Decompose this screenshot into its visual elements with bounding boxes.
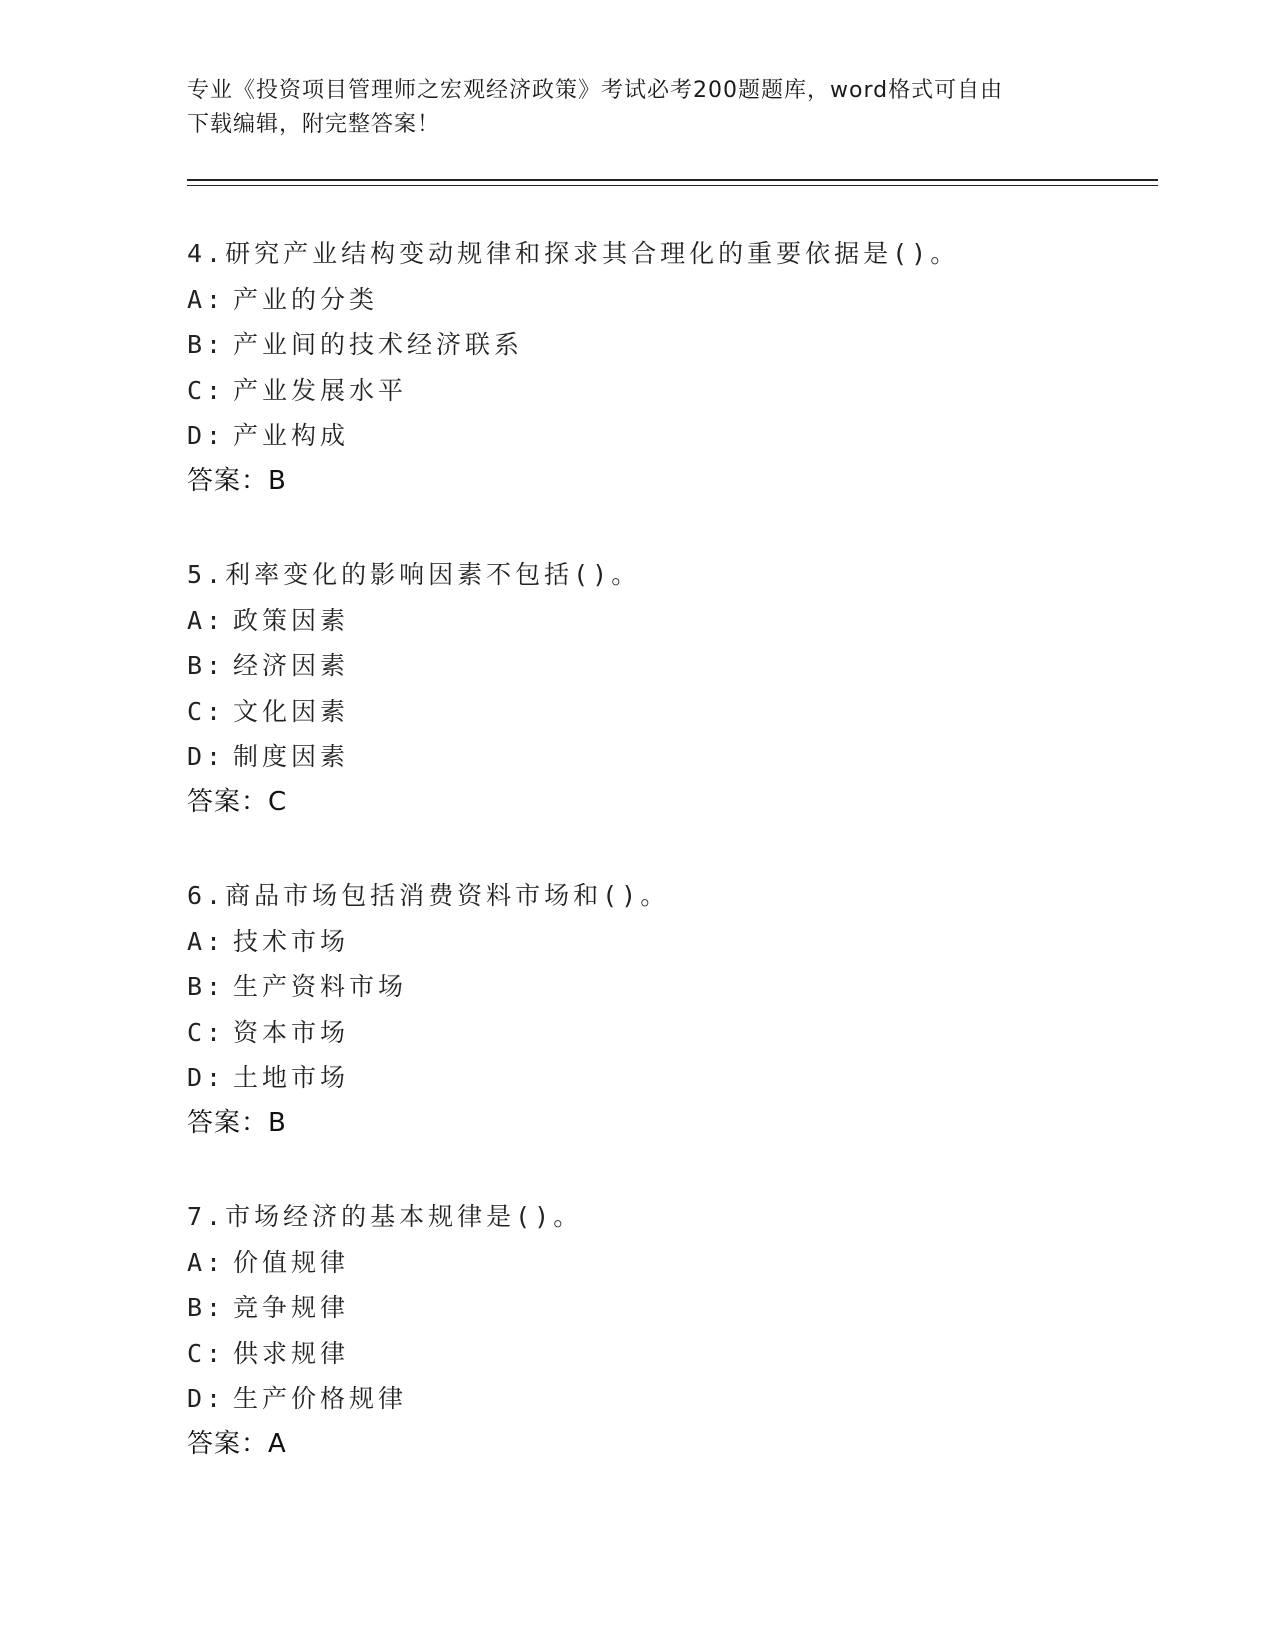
question-stem: 7.市场经济的基本规律是()。 bbox=[187, 1202, 583, 1231]
option-d bbox=[187, 1055, 1158, 1101]
option-text: 制度因素 bbox=[233, 742, 350, 771]
option-letter: A: bbox=[187, 926, 226, 956]
option-c bbox=[187, 368, 1158, 414]
option-text: 产业发展水平 bbox=[233, 375, 408, 405]
option-a bbox=[187, 919, 1158, 965]
question-item bbox=[187, 1194, 1158, 1515]
option-c bbox=[187, 1331, 1158, 1377]
option-a bbox=[187, 277, 1158, 323]
option-text: 生产价格规律 bbox=[233, 1384, 408, 1413]
option-d bbox=[187, 413, 1158, 459]
option-letter: C: bbox=[187, 696, 226, 726]
option-b bbox=[187, 322, 1158, 368]
option-letter: D: bbox=[187, 1384, 226, 1413]
option-b bbox=[187, 964, 1158, 1010]
option-text: 生产资料市场 bbox=[233, 972, 408, 1001]
header-divider-thick bbox=[187, 179, 1158, 181]
document-header bbox=[187, 74, 1087, 142]
question-item bbox=[187, 231, 1158, 552]
option-text: 文化因素 bbox=[233, 696, 350, 726]
option-letter: B: bbox=[187, 972, 226, 1001]
header-divider-thin bbox=[187, 185, 1158, 186]
option-c bbox=[187, 1010, 1158, 1056]
option-a bbox=[187, 1240, 1158, 1286]
option-d bbox=[187, 734, 1158, 780]
option-c bbox=[187, 689, 1158, 735]
option-letter: C: bbox=[187, 1017, 226, 1047]
answer-line: 答案：C bbox=[187, 786, 288, 817]
option-text: 竞争规律 bbox=[233, 1293, 350, 1322]
option-letter: C: bbox=[187, 375, 226, 405]
answer-line: 答案：B bbox=[187, 1107, 287, 1138]
option-text: 经济因素 bbox=[233, 651, 350, 680]
header-line-2: 下载编辑，附完整答案！ bbox=[187, 112, 441, 137]
option-text: 产业构成 bbox=[233, 421, 350, 450]
question-item bbox=[187, 873, 1158, 1194]
answer-line: 答案：B bbox=[187, 465, 287, 496]
option-letter: B: bbox=[187, 330, 226, 359]
option-letter: D: bbox=[187, 421, 226, 450]
question-list bbox=[187, 231, 1158, 1515]
question-stem: 4.研究产业结构变动规律和探求其合理化的重要依据是()。 bbox=[187, 239, 960, 268]
option-letter: D: bbox=[187, 1063, 226, 1092]
option-text: 资本市场 bbox=[233, 1017, 350, 1047]
answer-line: 答案：A bbox=[187, 1428, 287, 1459]
option-text: 供求规律 bbox=[233, 1338, 350, 1368]
question-item bbox=[187, 552, 1158, 873]
option-text: 价值规律 bbox=[233, 1247, 350, 1277]
option-letter: A: bbox=[187, 605, 226, 635]
option-text: 政策因素 bbox=[233, 605, 350, 635]
option-a bbox=[187, 598, 1158, 644]
option-text: 土地市场 bbox=[233, 1063, 350, 1092]
option-letter: A: bbox=[187, 284, 226, 314]
option-text: 产业的分类 bbox=[233, 284, 379, 314]
option-d bbox=[187, 1376, 1158, 1422]
option-text: 技术市场 bbox=[233, 926, 350, 956]
question-stem: 5.利率变化的影响因素不包括()。 bbox=[187, 560, 641, 589]
option-letter: D: bbox=[187, 742, 226, 771]
option-text: 产业间的技术经济联系 bbox=[233, 330, 524, 359]
option-letter: A: bbox=[187, 1247, 226, 1277]
option-b bbox=[187, 1285, 1158, 1331]
question-stem: 6.商品市场包括消费资料市场和()。 bbox=[187, 881, 670, 910]
option-b bbox=[187, 643, 1158, 689]
option-letter: C: bbox=[187, 1338, 226, 1368]
header-line-1: 专业《投资项目管理师之宏观经济政策》考试必考200题题库，word格式可自由 bbox=[187, 78, 1004, 103]
option-letter: B: bbox=[187, 1293, 226, 1322]
option-letter: B: bbox=[187, 651, 226, 680]
